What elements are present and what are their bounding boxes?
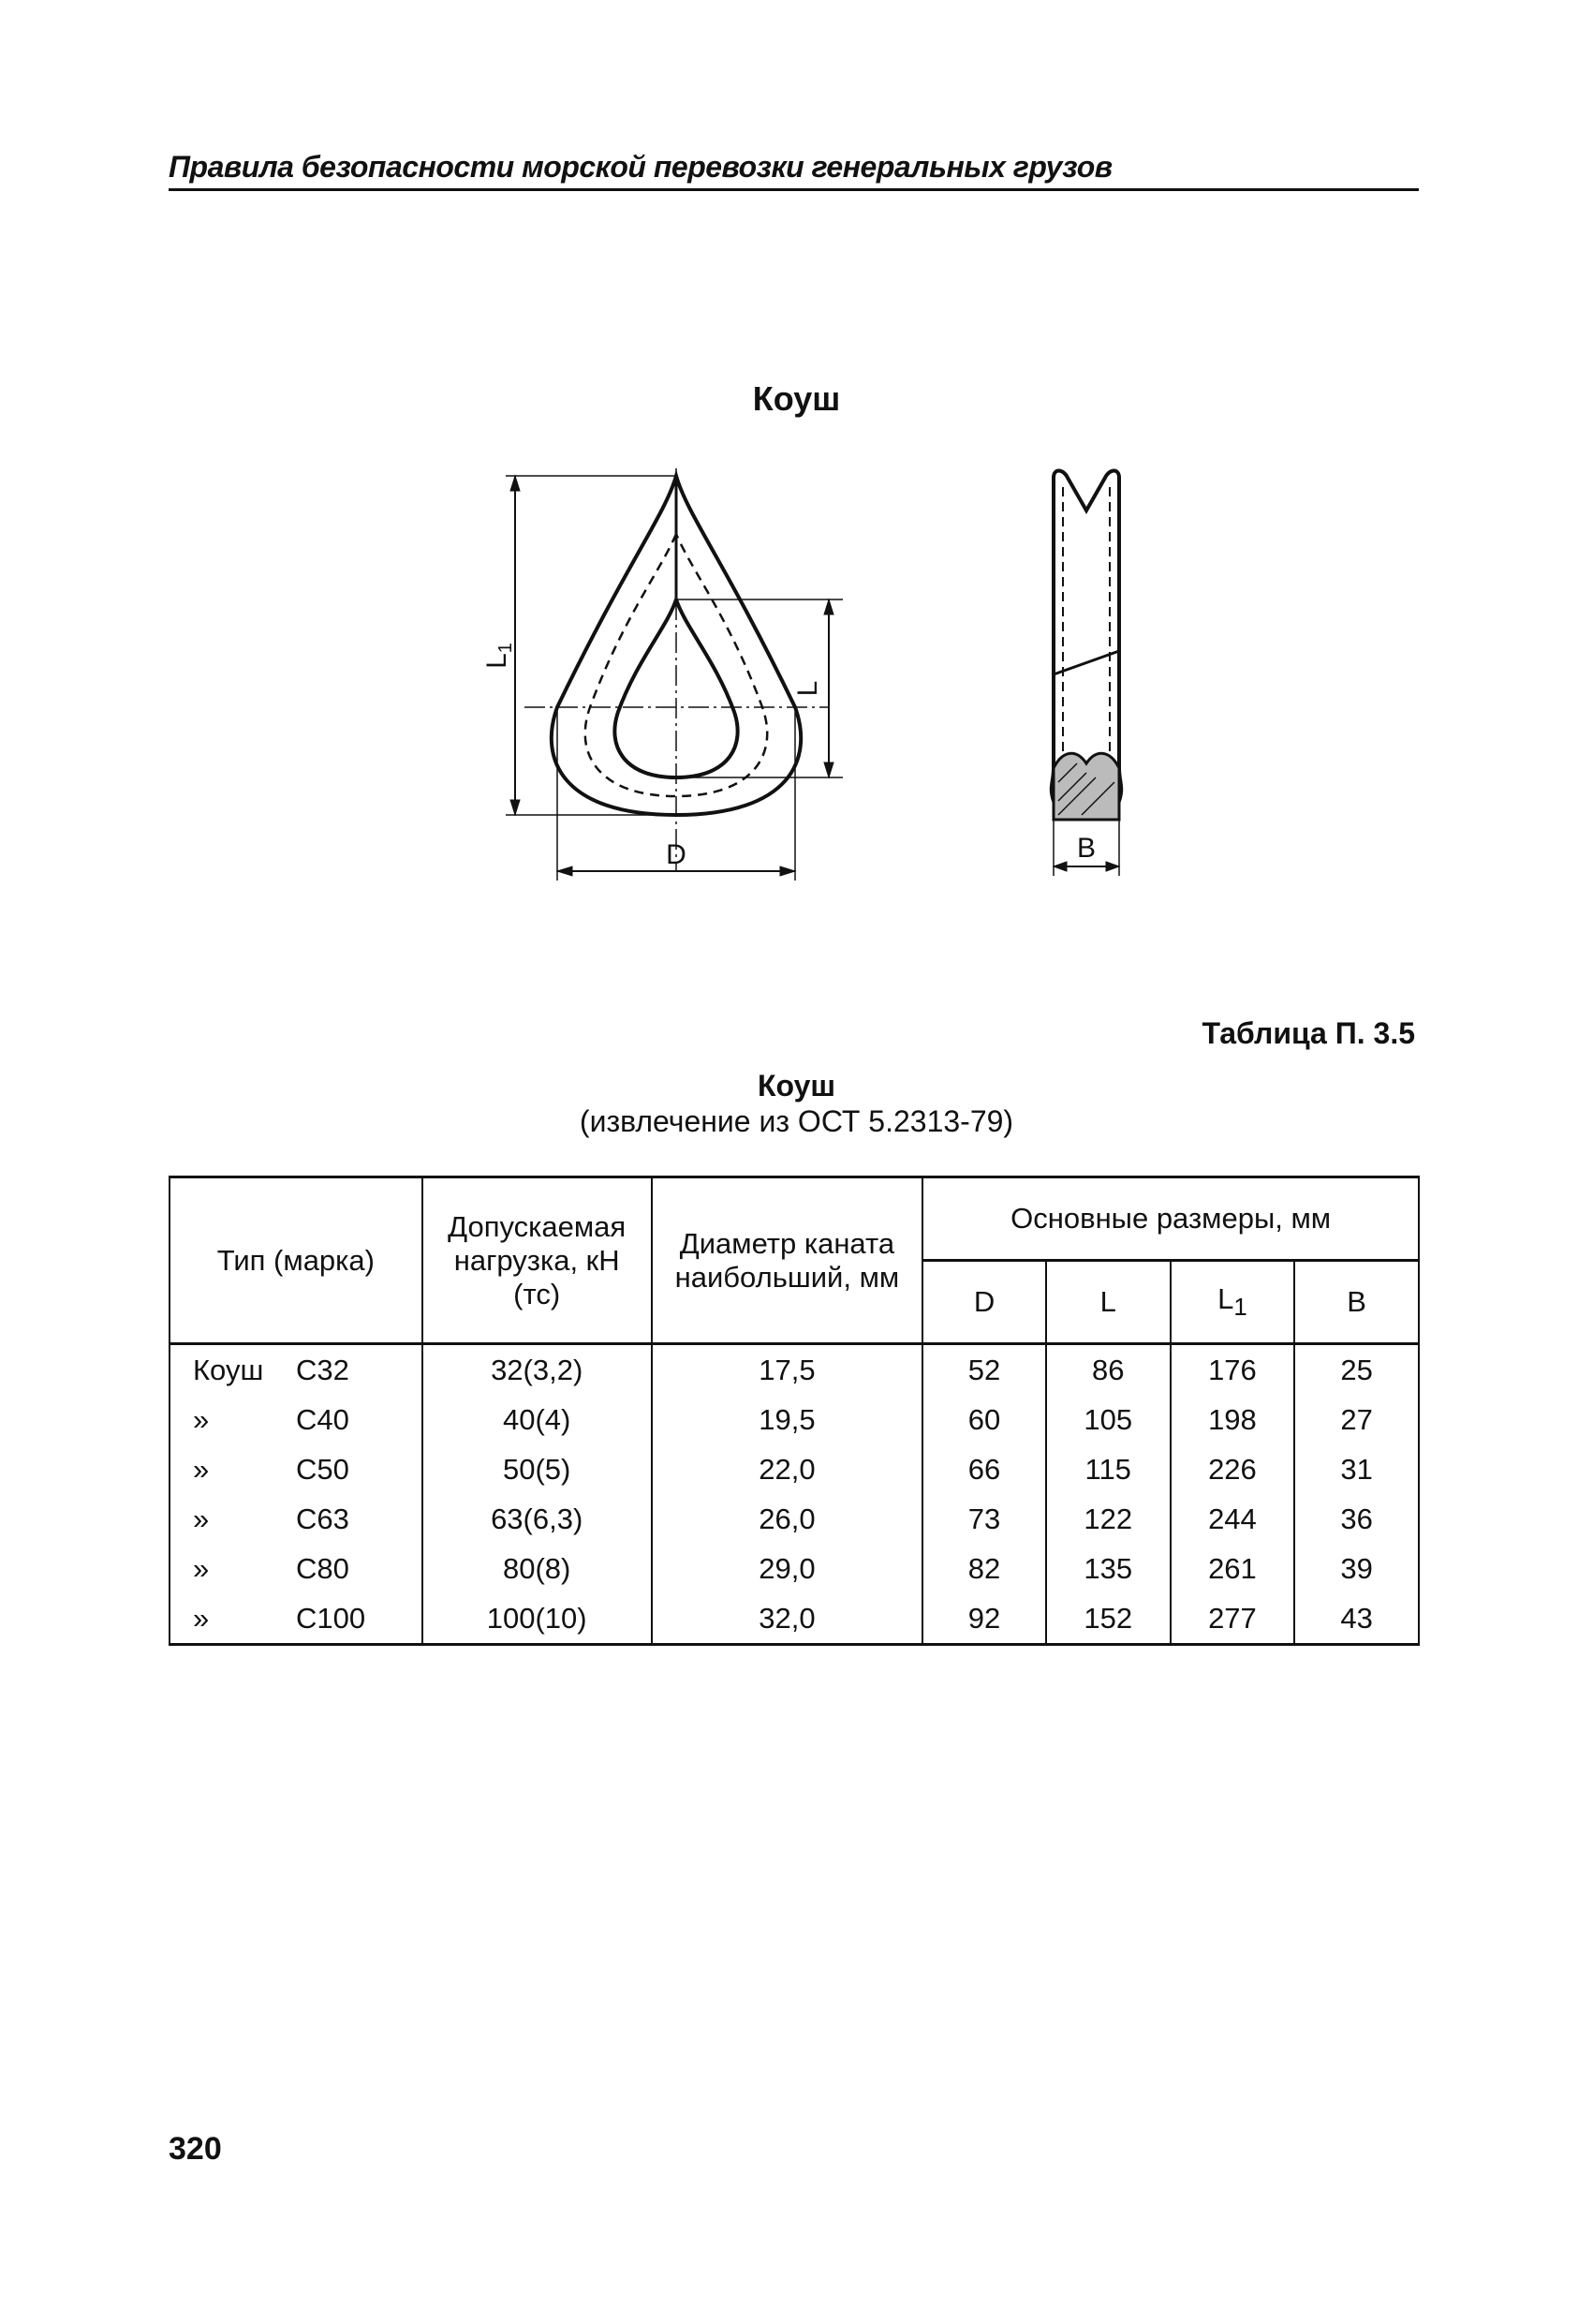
label-d: D [666, 839, 686, 870]
b-cell: 31 [1294, 1444, 1419, 1494]
diameter-cell: 22,0 [652, 1444, 923, 1494]
l1-cell: 198 [1171, 1395, 1295, 1444]
table-caption-title: Коуш [757, 1069, 836, 1103]
running-title: Правила безопасности морской перевозки генеральных грузов [169, 150, 1113, 184]
table-row [170, 1544, 1419, 1593]
table-row [170, 1395, 1419, 1444]
label-l: L [792, 680, 823, 697]
l1-cell: 226 [1171, 1444, 1295, 1494]
d-cell: 92 [922, 1593, 1046, 1645]
thimble-front-view [468, 459, 843, 890]
l-cell: 105 [1046, 1395, 1171, 1444]
d-cell: 60 [922, 1395, 1046, 1444]
b-cell: 39 [1294, 1544, 1419, 1593]
l1-cell: 261 [1171, 1544, 1295, 1593]
l-cell: 122 [1046, 1494, 1171, 1544]
page-number: 320 [169, 2131, 222, 2167]
header-l1: $L_1$ [1171, 1261, 1295, 1344]
b-cell: 25 [1294, 1344, 1419, 1396]
l-cell: 115 [1046, 1444, 1171, 1494]
table-number: Таблица П. 3.5 [1202, 1016, 1415, 1050]
type-cell: » С100 [170, 1593, 422, 1645]
l1-cell: 277 [1171, 1593, 1295, 1645]
l-cell: 135 [1046, 1544, 1171, 1593]
l-cell: 86 [1046, 1344, 1171, 1396]
l-cell: 152 [1046, 1593, 1171, 1645]
load-cell: 100(10) [422, 1593, 652, 1645]
table-row [170, 1444, 1419, 1494]
thimble-side-view [1030, 459, 1143, 890]
header-l: L [1046, 1261, 1171, 1344]
header-d: D [922, 1261, 1046, 1344]
load-cell: 80(8) [422, 1544, 652, 1593]
b-cell: 27 [1294, 1395, 1419, 1444]
header-dimensions: Основные размеры, мм [922, 1177, 1419, 1261]
type-cell: » С40 [170, 1395, 422, 1444]
d-cell: 73 [922, 1494, 1046, 1544]
type-cell: » С63 [170, 1494, 422, 1544]
load-cell: 50(5) [422, 1444, 652, 1494]
load-cell: 63(6,3) [422, 1494, 652, 1544]
figure-title: Коуш [752, 379, 841, 418]
diameter-cell: 19,5 [652, 1395, 923, 1444]
d-cell: 82 [922, 1544, 1046, 1593]
type-cell: » С50 [170, 1444, 422, 1494]
table-row [170, 1593, 1419, 1645]
header-type: Тип (марка) [170, 1177, 422, 1344]
b-cell: 43 [1294, 1593, 1419, 1645]
load-cell: 32(3,2) [422, 1344, 652, 1396]
diameter-cell: 32,0 [652, 1593, 923, 1645]
running-header [169, 150, 1419, 191]
label-l1: $L_1$ [481, 643, 516, 669]
side-view-outline [1052, 471, 1121, 802]
l1-cell: 176 [1171, 1344, 1295, 1396]
table-caption [0, 1068, 1593, 1139]
type-cell: » С80 [170, 1544, 422, 1593]
thimble-table [169, 1176, 1420, 1646]
header-b: B [1294, 1261, 1419, 1344]
b-cell: 36 [1294, 1494, 1419, 1544]
diameter-cell: 17,5 [652, 1344, 923, 1396]
l1-cell: 244 [1171, 1494, 1295, 1544]
label-b: B [1076, 833, 1097, 864]
d-cell: 52 [922, 1344, 1046, 1396]
table-row [170, 1344, 1419, 1396]
header-diameter: Диаметр каната наибольший, мм [652, 1177, 923, 1344]
table-row [170, 1494, 1419, 1544]
diameter-cell: 26,0 [652, 1494, 923, 1544]
diameter-cell: 29,0 [652, 1544, 923, 1593]
type-cell: Коуш С32 [170, 1344, 422, 1396]
header-load: Допускаемая нагрузка, кН (тс) [422, 1177, 652, 1344]
table-caption-source: (извлечение из ОСТ 5.2313-79) [579, 1104, 1014, 1138]
d-cell: 66 [922, 1444, 1046, 1494]
load-cell: 40(4) [422, 1395, 652, 1444]
